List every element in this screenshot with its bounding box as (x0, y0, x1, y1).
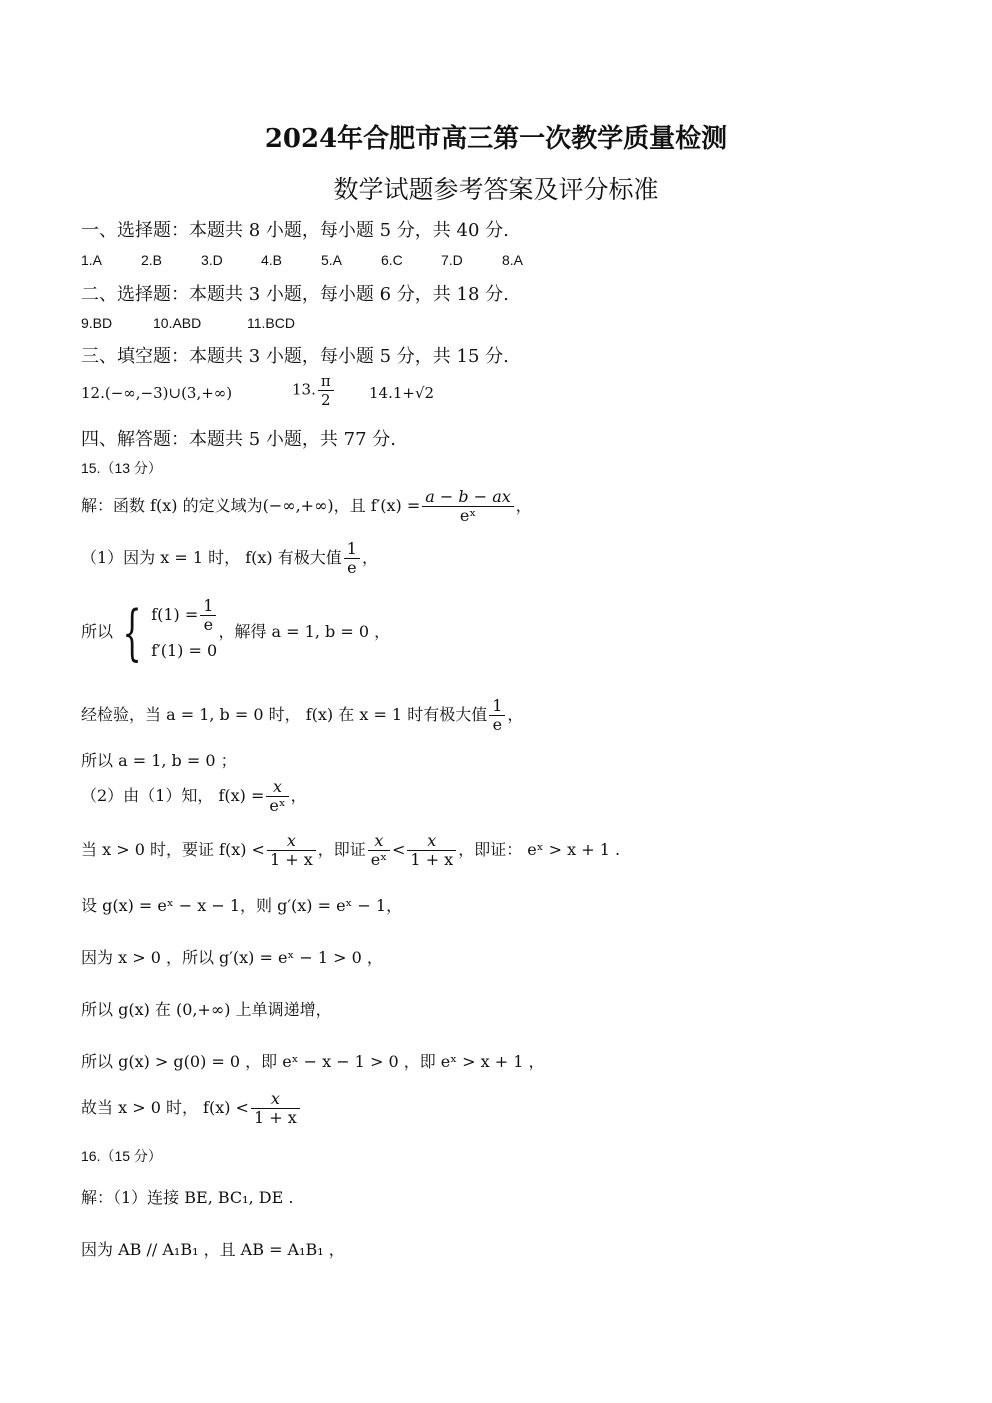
equation-1-lhs: f(1) = (151, 605, 199, 624)
answer-7: 7.D (441, 252, 463, 268)
q15-l6-text: （2）由（1）知， f(x) = (81, 786, 265, 805)
q15-l7-fraction-3 (407, 832, 456, 869)
q15-line-11: 所以 g(x) > g(0) = 0 ，即 eˣ − x − 1 > 0 ，即 eˣ > x + 1 ， (81, 1052, 545, 1071)
document-subtitle: 数学试题参考答案及评分标准 (333, 175, 659, 204)
q15-l1-fraction (422, 488, 514, 525)
q15-l4-text: 经检验，当 a = 1, b = 0 时， f(x) 在 x = 1 时有极大值 (81, 705, 488, 724)
q15-l7-denominator-3: 1 + x (410, 850, 454, 869)
q15-line-8: 设 g(x) = eˣ − x − 1，则 g′(x) = eˣ − 1， (81, 896, 403, 915)
q15-l7-text-c: < (392, 840, 406, 859)
q15-l12-fraction (251, 1090, 300, 1127)
q15-l1-text: 解：函数 f(x) 的定义域为(−∞,+∞)，且 f′(x) = (81, 496, 421, 515)
answer-8: 8.A (502, 252, 524, 268)
q15-l4-end: ， (507, 705, 524, 724)
answer-12: 12.(−∞,−3)∪(3,+∞) (81, 384, 233, 402)
q15-l2-fraction (344, 540, 360, 577)
answer-1: 1.A (81, 252, 103, 268)
q15-line-10: 所以 g(x) 在 (0,+∞) 上单调递增， (81, 1000, 332, 1019)
q15-l2-denominator: e (347, 558, 357, 577)
q16-line-2: 因为 AB // A₁B₁ ，且 AB = A₁B₁ ， (81, 1240, 345, 1259)
q15-line-9: 因为 x > 0 ，所以 g′(x) = eˣ − 1 > 0 ， (81, 948, 383, 967)
section-2-heading: 二、选择题：本题共 3 小题，每小题 6 分，共 18 分. (81, 284, 509, 305)
q15-line-3 (81, 597, 390, 668)
equation-system (151, 597, 218, 668)
answer-10: 10.ABD (153, 315, 202, 331)
q15-l2-numerator: 1 (344, 540, 360, 559)
q15-l4-denominator: e (492, 715, 503, 734)
q15-heading: 15.（13 分） (81, 460, 162, 476)
q15-l6-denominator: eˣ (269, 796, 286, 815)
q15-l7-numerator-3: x (407, 832, 456, 851)
q15-line-6 (81, 778, 307, 815)
answer-11: 11.BCD (247, 315, 295, 331)
q15-l4-numerator: 1 (489, 697, 505, 716)
q15-l7-text-a: 当 x > 0 时，要证 f(x) < (81, 840, 265, 859)
q15-l7-text-b: ，即证 (317, 840, 366, 859)
q15-l7-denominator-2: eˣ (370, 850, 388, 869)
q15-l12-text: 故当 x > 0 时， f(x) < (81, 1098, 249, 1117)
q15-l3-text: 所以 (81, 622, 114, 641)
answer-5: 5.A (321, 252, 343, 268)
q15-l6-fraction (266, 778, 288, 815)
answer-9: 9.BD (81, 315, 113, 331)
q16-heading: 16.（15 分） (81, 1148, 162, 1164)
answer-6: 6.C (381, 252, 403, 268)
answer-3: 3.D (201, 252, 223, 268)
answer-4: 4.B (261, 252, 283, 268)
q15-line-2 (81, 540, 378, 577)
section-4-heading: 四、解答题：本题共 5 小题，共 77 分. (81, 429, 396, 450)
q15-l7-denominator-1: 1 + x (269, 850, 313, 869)
equation-1-numerator: 1 (200, 597, 216, 616)
left-brace: { (122, 597, 142, 668)
answer-13-numerator: π (318, 372, 334, 391)
q15-l7-numerator-1: x (267, 832, 316, 851)
q15-l1-end: ， (515, 496, 532, 515)
q15-l2-end: ， (361, 548, 378, 567)
q15-l3-end: ，解得 a = 1, b = 0 ， (218, 622, 391, 641)
answer-13-fraction (318, 372, 334, 409)
q15-l7-fraction-1 (267, 832, 316, 869)
q15-line-4 (81, 697, 523, 734)
q15-l7-numerator-2: x (368, 832, 390, 851)
q15-l6-numerator: x (266, 778, 288, 797)
equation-1-denominator: e (203, 615, 214, 634)
q15-line-5: 所以 a = 1, b = 0 ； (81, 751, 237, 770)
q15-l1-denominator: eˣ (459, 506, 477, 525)
q15-l12-denominator: 1 + x (253, 1108, 297, 1127)
q15-l4-fraction (489, 697, 505, 734)
answer-13 (292, 372, 336, 409)
q15-line-7 (81, 832, 620, 869)
equation-1 (151, 597, 218, 634)
q15-line-1 (81, 488, 532, 525)
answer-13-prefix: 13. (292, 380, 316, 399)
answer-13-denominator: 2 (321, 391, 331, 409)
equation-2: f′(1) = 0 (151, 641, 218, 660)
section-1-heading: 一、选择题：本题共 8 小题，每小题 5 分，共 40 分. (81, 220, 509, 241)
q15-l6-end: ， (290, 786, 307, 805)
q15-l7-fraction-2 (368, 832, 390, 869)
answer-2: 2.B (141, 252, 163, 268)
q15-l2-text: （1）因为 x = 1 时， f(x) 有极大值 (81, 548, 342, 567)
section-3-heading: 三、填空题：本题共 3 小题，每小题 5 分，共 15 分. (81, 346, 509, 367)
q15-l1-numerator: a − b − ax (422, 488, 514, 507)
equation-1-fraction (200, 597, 216, 634)
answer-14: 14.1+√2 (369, 384, 435, 402)
q15-l7-text-d: ，即证： eˣ > x + 1 . (458, 840, 621, 859)
document-title: 2024年合肥市高三第一次教学质量检测 (264, 124, 728, 154)
q16-line-1: 解：（1）连接 BE, BC₁, DE . (81, 1188, 294, 1207)
q15-l12-numerator: x (251, 1090, 300, 1109)
q15-line-12 (81, 1090, 302, 1127)
